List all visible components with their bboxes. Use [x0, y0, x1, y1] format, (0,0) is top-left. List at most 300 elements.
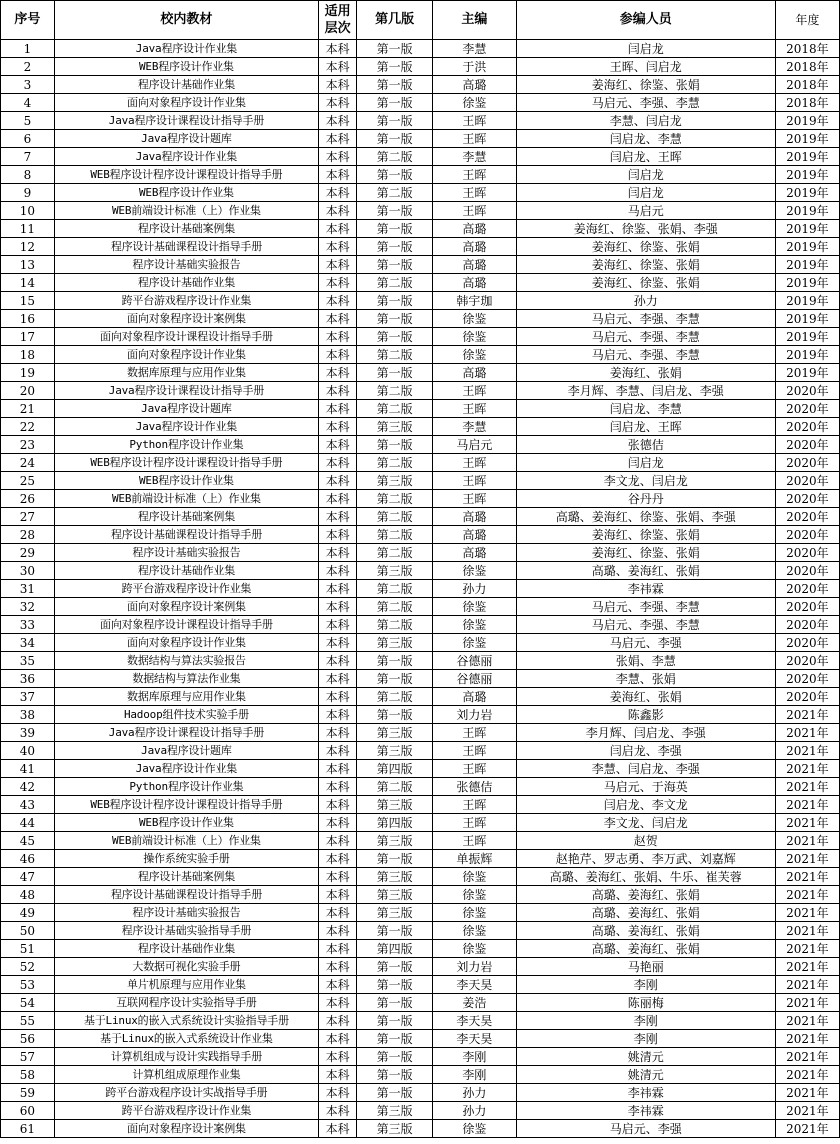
editor: 刘力岩: [432, 958, 516, 976]
row-num: 32: [1, 598, 55, 616]
edition: 第一版: [357, 1030, 433, 1048]
year: 2019年: [775, 256, 839, 274]
year: 2020年: [775, 382, 839, 400]
row-num: 16: [1, 310, 55, 328]
editor: 高璐: [432, 256, 516, 274]
editor: 马启元: [432, 436, 516, 454]
book-title: 面向对象程序设计案例集: [54, 1120, 318, 1138]
table-row: [1, 184, 840, 202]
book-title: 面向对象程序设计案例集: [54, 310, 318, 328]
edition: 第三版: [357, 1120, 433, 1138]
editor: 徐鉴: [432, 634, 516, 652]
level: 本科: [318, 778, 356, 796]
year: 2021年: [775, 814, 839, 832]
year: 2019年: [775, 166, 839, 184]
level: 本科: [318, 616, 356, 634]
edition: 第二版: [357, 382, 433, 400]
row-num: 23: [1, 436, 55, 454]
edition: 第一版: [357, 436, 433, 454]
edition: 第三版: [357, 742, 433, 760]
level: 本科: [318, 58, 356, 76]
editor: 谷德丽: [432, 652, 516, 670]
level: 本科: [318, 688, 356, 706]
book-title: 数据结构与算法作业集: [54, 670, 318, 688]
level: 本科: [318, 760, 356, 778]
row-num: 48: [1, 886, 55, 904]
table-body: [1, 40, 840, 1138]
row-num: 61: [1, 1120, 55, 1138]
row-num: 52: [1, 958, 55, 976]
contributors: 李慧、闫启龙: [516, 112, 775, 130]
table-row: [1, 1084, 840, 1102]
row-num: 2: [1, 58, 55, 76]
book-title: WEB前端设计标准（上）作业集: [54, 832, 318, 850]
table-row: [1, 112, 840, 130]
year: 2020年: [775, 544, 839, 562]
edition: 第一版: [357, 310, 433, 328]
editor: 王晖: [432, 814, 516, 832]
year: 2021年: [775, 850, 839, 868]
contributors: 马启元、李强、李慧: [516, 598, 775, 616]
contributors: 李刚: [516, 1012, 775, 1030]
edition: 第三版: [357, 634, 433, 652]
table-row: [1, 94, 840, 112]
contributors: 赵贺: [516, 832, 775, 850]
table-row: [1, 886, 840, 904]
book-title: Java程序设计作业集: [54, 418, 318, 436]
table-row: [1, 364, 840, 382]
book-title: 跨平台游戏程序设计作业集: [54, 292, 318, 310]
contributors: 马艳丽: [516, 958, 775, 976]
book-title: WEB程序设计作业集: [54, 472, 318, 490]
row-num: 29: [1, 544, 55, 562]
row-num: 4: [1, 94, 55, 112]
contributors: 李月辉、闫启龙、李强: [516, 724, 775, 742]
editor: 高璐: [432, 544, 516, 562]
contributors: 闫启龙、王晖: [516, 148, 775, 166]
level: 本科: [318, 508, 356, 526]
contributors: 姜海红、徐鉴、张娟: [516, 544, 775, 562]
level: 本科: [318, 1066, 356, 1084]
level: 本科: [318, 976, 356, 994]
year: 2021年: [775, 760, 839, 778]
level: 本科: [318, 184, 356, 202]
editor: 李慧: [432, 148, 516, 166]
edition: 第三版: [357, 562, 433, 580]
table-row: [1, 400, 840, 418]
level: 本科: [318, 238, 356, 256]
row-num: 13: [1, 256, 55, 274]
table-row: [1, 634, 840, 652]
table-row: [1, 868, 840, 886]
book-title: 数据库原理与应用作业集: [54, 364, 318, 382]
year: 2021年: [775, 832, 839, 850]
row-num: 28: [1, 526, 55, 544]
book-title: 程序设计基础课程设计指导手册: [54, 526, 318, 544]
editor: 谷德丽: [432, 670, 516, 688]
contributors: 赵艳芹、罗志勇、李万武、刘嘉辉: [516, 850, 775, 868]
year: 2021年: [775, 1102, 839, 1120]
row-num: 27: [1, 508, 55, 526]
table-row: [1, 778, 840, 796]
row-num: 10: [1, 202, 55, 220]
contributors: 马启元、李强、李慧: [516, 346, 775, 364]
table-row: [1, 202, 840, 220]
level: 本科: [318, 706, 356, 724]
level: 本科: [318, 472, 356, 490]
row-num: 55: [1, 1012, 55, 1030]
year: 2020年: [775, 598, 839, 616]
editor: 高璐: [432, 220, 516, 238]
year: 2021年: [775, 868, 839, 886]
contributors: 姜海红、徐鉴、张娟: [516, 238, 775, 256]
table-row: [1, 1066, 840, 1084]
table-row: [1, 1120, 840, 1138]
table-row: [1, 220, 840, 238]
contributors: 李刚: [516, 976, 775, 994]
book-title: Python程序设计作业集: [54, 778, 318, 796]
year: 2020年: [775, 670, 839, 688]
year: 2021年: [775, 706, 839, 724]
edition: 第四版: [357, 814, 433, 832]
edition: 第一版: [357, 1066, 433, 1084]
year: 2021年: [775, 922, 839, 940]
editor: 高璐: [432, 238, 516, 256]
contributors: 姜海红、徐鉴、张娟: [516, 256, 775, 274]
editor: 王晖: [432, 454, 516, 472]
year: 2019年: [775, 328, 839, 346]
year: 2021年: [775, 1084, 839, 1102]
year: 2021年: [775, 976, 839, 994]
level: 本科: [318, 994, 356, 1012]
table-row: [1, 724, 840, 742]
edition: 第一版: [357, 328, 433, 346]
contributors: 李慧、闫启龙、李强: [516, 760, 775, 778]
level: 本科: [318, 1030, 356, 1048]
editor: 韩宇珈: [432, 292, 516, 310]
editor: 王晖: [432, 760, 516, 778]
table-row: [1, 1012, 840, 1030]
book-title: WEB程序设计作业集: [54, 184, 318, 202]
year: 2021年: [775, 994, 839, 1012]
table-row: [1, 166, 840, 184]
level: 本科: [318, 1048, 356, 1066]
contributors: 高璐、姜海红、张娟: [516, 562, 775, 580]
contributors: 李祎霖: [516, 580, 775, 598]
edition: 第一版: [357, 994, 433, 1012]
editor: 徐鉴: [432, 328, 516, 346]
table-row: [1, 544, 840, 562]
edition: 第二版: [357, 616, 433, 634]
edition: 第一版: [357, 292, 433, 310]
year: 2018年: [775, 76, 839, 94]
table-row: [1, 58, 840, 76]
edition: 第三版: [357, 418, 433, 436]
year: 2021年: [775, 778, 839, 796]
level: 本科: [318, 832, 356, 850]
year: 2019年: [775, 112, 839, 130]
row-num: 41: [1, 760, 55, 778]
level: 本科: [318, 40, 356, 58]
table-row: [1, 958, 840, 976]
editor: 王晖: [432, 796, 516, 814]
edition: 第二版: [357, 400, 433, 418]
table-row: [1, 580, 840, 598]
level: 本科: [318, 292, 356, 310]
contributors: 马启元、李强: [516, 1120, 775, 1138]
year: 2021年: [775, 958, 839, 976]
year: 2020年: [775, 508, 839, 526]
book-title: Java程序设计题库: [54, 742, 318, 760]
table-row: [1, 994, 840, 1012]
edition: 第二版: [357, 778, 433, 796]
year: 2019年: [775, 364, 839, 382]
year: 2020年: [775, 418, 839, 436]
edition: 第二版: [357, 346, 433, 364]
table-row: [1, 526, 840, 544]
row-num: 34: [1, 634, 55, 652]
editor: 孙力: [432, 1102, 516, 1120]
row-num: 39: [1, 724, 55, 742]
book-title: 程序设计基础实验报告: [54, 904, 318, 922]
contributors: 马启元、李强: [516, 634, 775, 652]
table-row: [1, 274, 840, 292]
row-num: 40: [1, 742, 55, 760]
editor: 徐鉴: [432, 346, 516, 364]
editor: 孙力: [432, 580, 516, 598]
row-num: 38: [1, 706, 55, 724]
level: 本科: [318, 742, 356, 760]
editor: 王晖: [432, 472, 516, 490]
book-title: WEB前端设计标准（上）作业集: [54, 490, 318, 508]
edition: 第三版: [357, 868, 433, 886]
table-row: [1, 850, 840, 868]
year: 2021年: [775, 904, 839, 922]
edition: 第一版: [357, 652, 433, 670]
edition: 第二版: [357, 184, 433, 202]
row-num: 56: [1, 1030, 55, 1048]
contributors: 闫启龙: [516, 166, 775, 184]
level: 本科: [318, 76, 356, 94]
year: 2021年: [775, 1120, 839, 1138]
editor: 李天昊: [432, 976, 516, 994]
year: 2021年: [775, 886, 839, 904]
year: 2019年: [775, 310, 839, 328]
header-contributors: 参编人员: [516, 1, 775, 40]
year: 2020年: [775, 562, 839, 580]
editor: 高璐: [432, 364, 516, 382]
table-row: [1, 832, 840, 850]
row-num: 57: [1, 1048, 55, 1066]
book-title: Java程序设计课程设计指导手册: [54, 112, 318, 130]
header-year: 年度: [775, 1, 839, 40]
table-row: [1, 310, 840, 328]
header-row: [1, 1, 840, 40]
year: 2019年: [775, 184, 839, 202]
header-book: 校内教材: [54, 1, 318, 40]
level: 本科: [318, 1012, 356, 1030]
book-title: 程序设计基础实验指导手册: [54, 922, 318, 940]
edition: 第一版: [357, 76, 433, 94]
contributors: 高璐、姜海红、张娟: [516, 940, 775, 958]
book-title: Java程序设计题库: [54, 400, 318, 418]
row-num: 59: [1, 1084, 55, 1102]
contributors: 马启元、于海英: [516, 778, 775, 796]
editor: 徐鉴: [432, 868, 516, 886]
editor: 王晖: [432, 382, 516, 400]
edition: 第二版: [357, 598, 433, 616]
edition: 第三版: [357, 796, 433, 814]
edition: 第二版: [357, 544, 433, 562]
year: 2020年: [775, 454, 839, 472]
book-title: WEB程序设计程序设计课程设计指导手册: [54, 796, 318, 814]
row-num: 18: [1, 346, 55, 364]
contributors: 闫启龙: [516, 40, 775, 58]
row-num: 26: [1, 490, 55, 508]
level: 本科: [318, 958, 356, 976]
book-title: 基于Linux的嵌入式系统设计作业集: [54, 1030, 318, 1048]
table-row: [1, 40, 840, 58]
edition: 第一版: [357, 364, 433, 382]
table-row: [1, 1102, 840, 1120]
level: 本科: [318, 634, 356, 652]
year: 2020年: [775, 634, 839, 652]
book-title: 程序设计基础案例集: [54, 508, 318, 526]
edition: 第四版: [357, 940, 433, 958]
year: 2018年: [775, 94, 839, 112]
book-title: 程序设计基础作业集: [54, 562, 318, 580]
level: 本科: [318, 724, 356, 742]
contributors: 高璐、姜海红、徐鉴、张娟、李强: [516, 508, 775, 526]
editor: 王晖: [432, 202, 516, 220]
year: 2020年: [775, 616, 839, 634]
table-row: [1, 814, 840, 832]
table-row: [1, 76, 840, 94]
book-title: Hadoop组件技术实验手册: [54, 706, 318, 724]
contributors: 姜海红、徐鉴、张娟、李强: [516, 220, 775, 238]
level: 本科: [318, 202, 356, 220]
book-title: 跨平台游戏程序设计作业集: [54, 1102, 318, 1120]
editor: 徐鉴: [432, 886, 516, 904]
contributors: 姜海红、徐鉴、张娟: [516, 526, 775, 544]
row-num: 45: [1, 832, 55, 850]
year: 2019年: [775, 148, 839, 166]
row-num: 47: [1, 868, 55, 886]
level: 本科: [318, 904, 356, 922]
editor: 徐鉴: [432, 598, 516, 616]
contributors: 李刚: [516, 1030, 775, 1048]
row-num: 36: [1, 670, 55, 688]
contributors: 陈鑫影: [516, 706, 775, 724]
year: 2019年: [775, 202, 839, 220]
row-num: 44: [1, 814, 55, 832]
book-title: 程序设计基础实验报告: [54, 256, 318, 274]
table-row: [1, 346, 840, 364]
book-title: 程序设计基础作业集: [54, 76, 318, 94]
book-title: 跨平台游戏程序设计实战指导手册: [54, 1084, 318, 1102]
contributors: 李文龙、闫启龙: [516, 814, 775, 832]
edition: 第一版: [357, 670, 433, 688]
row-num: 43: [1, 796, 55, 814]
edition: 第一版: [357, 238, 433, 256]
row-num: 31: [1, 580, 55, 598]
editor: 王晖: [432, 166, 516, 184]
edition: 第二版: [357, 508, 433, 526]
contributors: 李文龙、闫启龙: [516, 472, 775, 490]
row-num: 37: [1, 688, 55, 706]
level: 本科: [318, 490, 356, 508]
edition: 第一版: [357, 130, 433, 148]
row-num: 46: [1, 850, 55, 868]
year: 2020年: [775, 472, 839, 490]
contributors: 姜海红、徐鉴、张娟: [516, 274, 775, 292]
book-title: WEB程序设计作业集: [54, 814, 318, 832]
year: 2021年: [775, 940, 839, 958]
editor: 王晖: [432, 184, 516, 202]
edition: 第三版: [357, 886, 433, 904]
editor: 王晖: [432, 742, 516, 760]
edition: 第三版: [357, 1102, 433, 1120]
table-row: [1, 670, 840, 688]
book-title: 程序设计基础案例集: [54, 220, 318, 238]
editor: 李天昊: [432, 1012, 516, 1030]
level: 本科: [318, 1120, 356, 1138]
contributors: 张娟、李慧: [516, 652, 775, 670]
contributors: 马启元、李强、李慧: [516, 94, 775, 112]
edition: 第一版: [357, 1012, 433, 1030]
level: 本科: [318, 454, 356, 472]
level: 本科: [318, 886, 356, 904]
editor: 徐鉴: [432, 1120, 516, 1138]
table-row: [1, 598, 840, 616]
edition: 第一版: [357, 850, 433, 868]
book-title: WEB程序设计程序设计课程设计指导手册: [54, 454, 318, 472]
table-row: [1, 976, 840, 994]
row-num: 20: [1, 382, 55, 400]
row-num: 54: [1, 994, 55, 1012]
row-num: 35: [1, 652, 55, 670]
level: 本科: [318, 256, 356, 274]
year: 2020年: [775, 688, 839, 706]
table-row: [1, 616, 840, 634]
editor: 单振辉: [432, 850, 516, 868]
book-title: 互联网程序设计实验指导手册: [54, 994, 318, 1012]
contributors: 李月辉、李慧、闫启龙、李强: [516, 382, 775, 400]
year: 2018年: [775, 58, 839, 76]
contributors: 姜海红、张娟: [516, 364, 775, 382]
editor: 张德佶: [432, 778, 516, 796]
contributors: 姜海红、张娟: [516, 688, 775, 706]
row-num: 50: [1, 922, 55, 940]
editor: 王晖: [432, 724, 516, 742]
year: 2021年: [775, 1066, 839, 1084]
contributors: 陈丽梅: [516, 994, 775, 1012]
editor: 徐鉴: [432, 562, 516, 580]
editor: 孙力: [432, 1084, 516, 1102]
row-num: 7: [1, 148, 55, 166]
table-row: [1, 508, 840, 526]
contributors: 马启元、李强、李慧: [516, 616, 775, 634]
contributors: 闫启龙、李强: [516, 742, 775, 760]
level: 本科: [318, 526, 356, 544]
level: 本科: [318, 850, 356, 868]
table-row: [1, 1048, 840, 1066]
contributors: 闫启龙、李慧: [516, 130, 775, 148]
table-row: [1, 436, 840, 454]
editor: 刘力岩: [432, 706, 516, 724]
edition: 第二版: [357, 490, 433, 508]
editor: 李慧: [432, 40, 516, 58]
